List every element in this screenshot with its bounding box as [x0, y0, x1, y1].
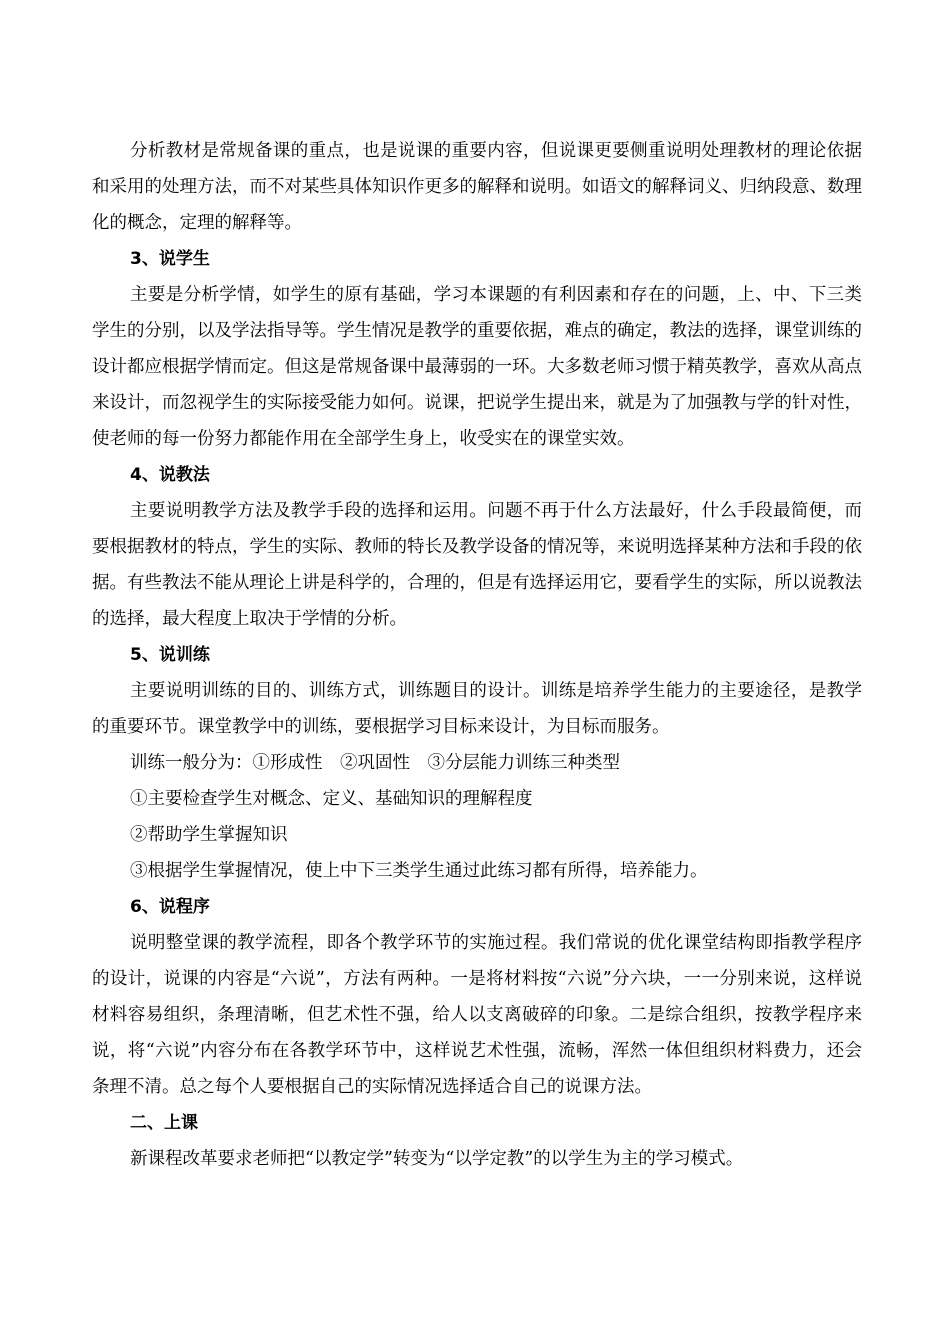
paragraph-teaching-method: 主要说明教学方法及教学手段的选择和运用。问题不再于什么方法最好，什么手段最简便，而要根据教材的特点，学生的实际、教师的特长及教学设备的情况等，来说明选择某种方法和手段的依据。有些教法不能从理论上讲是科学的，合理的，但是有选择运用它，要看学生的实际，所以说教法的选择，最大程度上取决于学情的分析。: [92, 501, 862, 629]
paragraph-students: 主要是分析学情，如学生的原有基础，学习本课题的有利因素和存在的问题，上、中、下三类学生的分别，以及学法指导等。学生情况是教学的重要依据，难点的确定，教法的选择，课堂训练的设计都应根据学情而定。但这是常规备课中最薄弱的一环。大多数老师习惯于精英教学，喜欢从高点来设计，而忽视学生的实际接受能力如何。说课，把说学生提出来，就是为了加强教与学的针对性，使老师的每一份努力都能作用在全部学生身上，收受实在的课堂实效。: [92, 285, 862, 449]
training-type-3: ③根据学生掌握情况，使上中下三类学生通过此练习都有所得，培养能力。: [130, 861, 708, 881]
paragraph-class: 新课程改革要求老师把“以教定学”转变为“以学定教”的以学生为主的学习模式。: [130, 1149, 744, 1169]
heading-teaching-method: 4、说教法: [130, 465, 210, 485]
paragraph-training: 主要说明训练的目的、训练方式，训练题目的设计。训练是培养学生能力的主要途径，是教学的重要环节。课堂教学中的训练，要根据学习目标来设计，为目标而服务。: [92, 681, 862, 737]
heading-students: 3、说学生: [130, 249, 210, 269]
paragraph-analysis-textbook: 分析教材是常规备课的重点，也是说课的重要内容，但说课更要侧重说明处理教材的理论依据和采用的处理方法，而不对某些具体知识作更多的解释和说明。如语文的解释词义、归纳段意、数理化的概念，定理的解释等。: [92, 141, 862, 233]
training-type-2: ②帮助学生掌握知识: [130, 825, 288, 845]
document-body: [92, 133, 862, 1177]
training-types: 训练一般分为：①形成性 ②巩固性 ③分层能力训练三种类型: [130, 753, 620, 773]
heading-procedure: 6、说程序: [130, 897, 210, 917]
paragraph-procedure: 说明整堂课的教学流程，即各个教学环节的实施过程。我们常说的优化课堂结构即指教学程序的设计，说课的内容是“六说”，方法有两种。一是将材料按“六说”分六块，一一分别来说，这样说材料容易组织，条理清晰，但艺术性不强，给人以支离破碎的印象。二是综合组织，按教学程序来说，将“六说”内容分布在各教学环节中，这样说艺术性强，流畅，浑然一体但组织材料费力，还会条理不清。总之每个人要根据自己的实际情况选择适合自己的说课方法。: [92, 933, 862, 1097]
heading-class: 二、上课: [130, 1113, 198, 1133]
heading-training: 5、说训练: [130, 645, 210, 665]
training-type-1: ①主要检查学生对概念、定义、基础知识的理解程度: [130, 789, 533, 809]
